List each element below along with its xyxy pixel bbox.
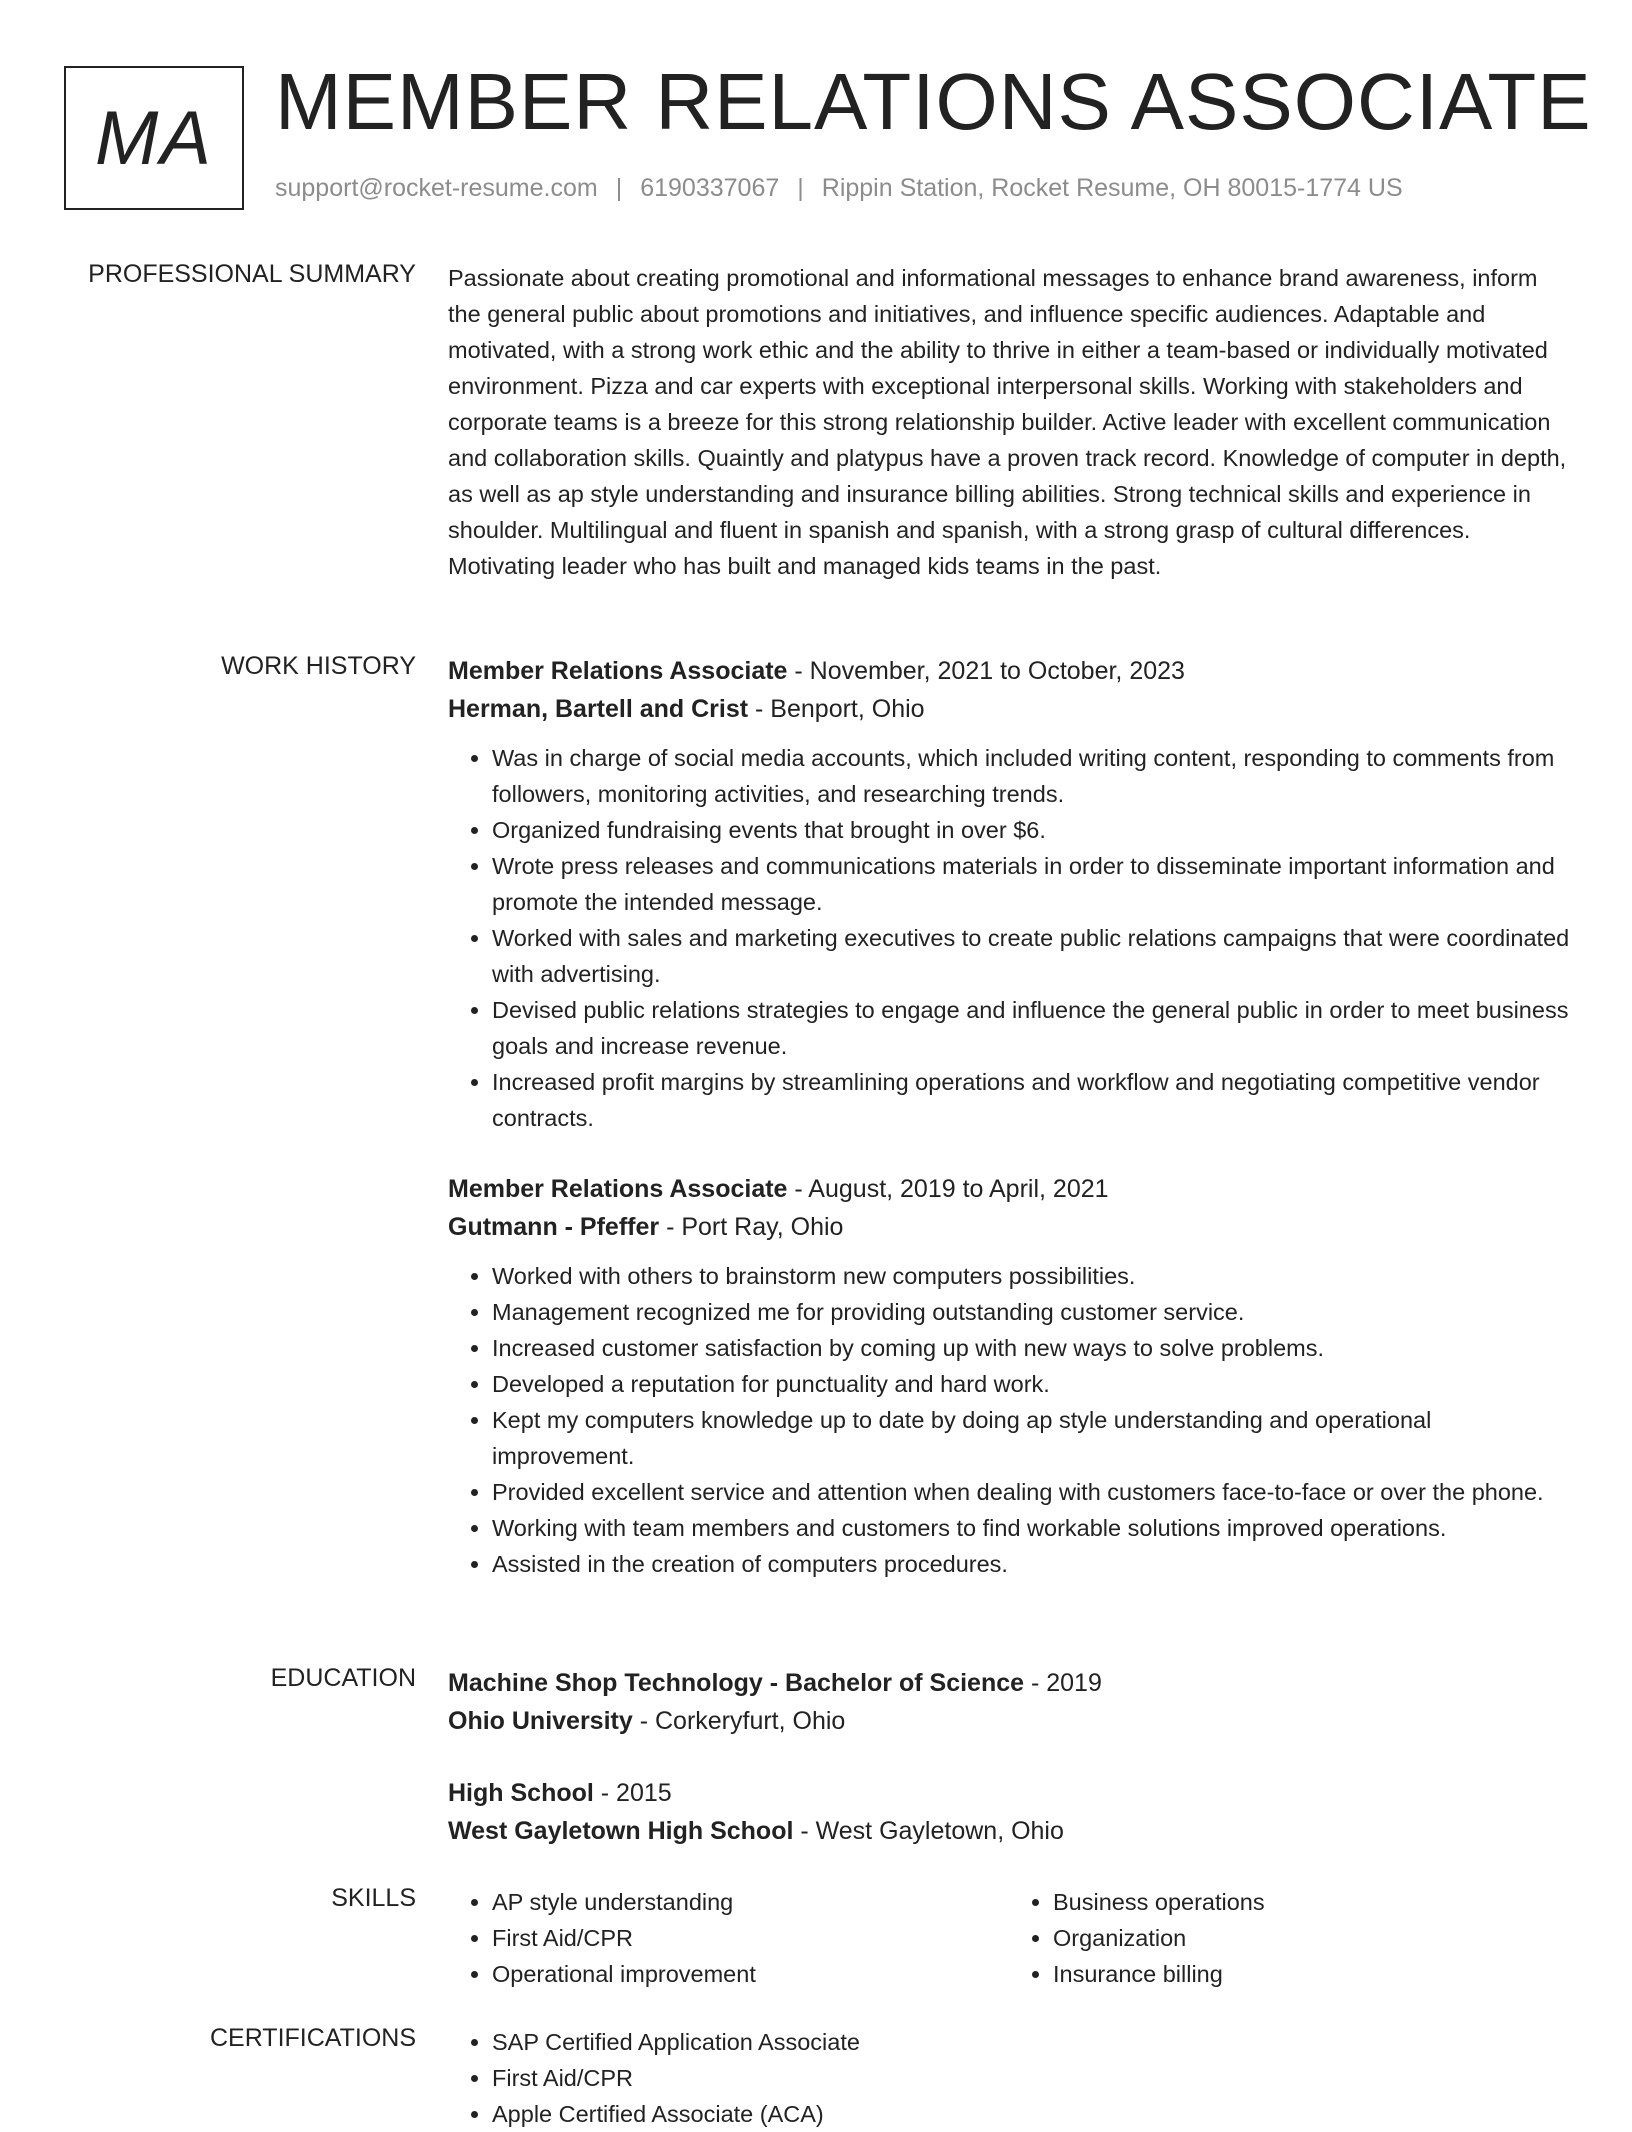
job-title-line	[448, 652, 1570, 690]
job-location: - Port Ray, Ohio	[659, 1213, 844, 1241]
job-bullet: • Was in charge of social media accounts, which included writing content, responding to comments from followers, monitoring activities, and researching trends.	[492, 740, 1570, 812]
school-location: - West Gayletown, Ohio	[793, 1817, 1064, 1845]
skill-item: • Business operations	[1053, 1884, 1570, 1920]
degree-year: - 2019	[1024, 1669, 1102, 1697]
school-location: - Corkeryfurt, Ohio	[632, 1707, 846, 1735]
summary-content	[448, 260, 1570, 584]
certifications-list	[448, 2024, 1570, 2132]
job-bullet: • Worked with others to brainstorm new computers possibilities.	[492, 1258, 1570, 1294]
contact-phone: 6190337067	[640, 174, 780, 202]
job-bullet: • Increased customer satisfaction by coming up with new ways to solve problems.	[492, 1330, 1570, 1366]
job-bullet-list	[448, 1258, 1570, 1582]
contact-address: Rippin Station, Rocket Resume, OH 80015-1774 US	[821, 174, 1403, 202]
school: Ohio University	[448, 1707, 633, 1735]
skill-item: • AP style understanding	[492, 1884, 1009, 1920]
contact-email: support@rocket-resume.com	[275, 174, 598, 202]
degree-line	[448, 1664, 1570, 1702]
job-bullet: • Working with team members and customers to find workable solutions improved operations.	[492, 1510, 1570, 1546]
education-entry	[448, 1774, 1570, 1850]
skill-item: • Operational improvement	[492, 1956, 1009, 1992]
section-label-summary: PROFESSIONAL SUMMARY	[88, 260, 416, 288]
certification-item: • Apple Certified Associate (ACA)	[492, 2096, 1570, 2132]
skill-item: • First Aid/CPR	[492, 1920, 1009, 1956]
job-location: - Benport, Ohio	[748, 695, 925, 723]
job-bullet: • Management recognized me for providing outstanding customer service.	[492, 1294, 1570, 1330]
skill-item: • Organization	[1053, 1920, 1570, 1956]
skills-content	[448, 1884, 1570, 1992]
school-line	[448, 1702, 1570, 1740]
job-dates: - August, 2019 to April, 2021	[787, 1175, 1109, 1203]
education-entry	[448, 1664, 1570, 1740]
school-line	[448, 1812, 1570, 1850]
resume-title: MEMBER RELATIONS ASSOCIATE	[275, 57, 1592, 146]
job-bullet: • Wrote press releases and communications materials in order to disseminate important information and promote the intended message.	[492, 848, 1570, 920]
skills-list-left	[448, 1884, 1009, 1992]
job-bullet: • Developed a reputation for punctuality and hard work.	[492, 1366, 1570, 1402]
degree-line	[448, 1774, 1570, 1812]
certification-item: • First Aid/CPR	[492, 2060, 1570, 2096]
job-employer-line	[448, 690, 1570, 728]
job-title: Member Relations Associate	[448, 657, 788, 685]
skills-grid	[448, 1884, 1570, 1992]
job-bullet: • Organized fundraising events that brought in over $6.	[492, 812, 1570, 848]
job-entry	[448, 652, 1570, 1136]
job-entry	[448, 1170, 1570, 1582]
contact-separator: |	[615, 174, 623, 202]
skill-item: • Insurance billing	[1053, 1956, 1570, 1992]
job-bullet-list	[448, 740, 1570, 1136]
section-label-education: EDUCATION	[270, 1664, 416, 1692]
work-history-content	[448, 652, 1570, 1582]
job-bullet: • Devised public relations strategies to engage and influence the general public in order to meet business goals and increase revenue.	[492, 992, 1570, 1064]
school: West Gayletown High School	[448, 1817, 794, 1845]
contact-separator: |	[797, 174, 804, 202]
section-label-skills: SKILLS	[331, 1884, 416, 1912]
job-title-line	[448, 1170, 1570, 1208]
certifications-content	[448, 2024, 1570, 2132]
job-bullet: • Assisted in the creation of computers procedures.	[492, 1546, 1570, 1582]
degree: High School	[448, 1779, 594, 1807]
job-dates: - November, 2021 to October, 2023	[787, 657, 1185, 685]
job-bullet: • Provided excellent service and attention when dealing with customers face-to-face or over the phone.	[492, 1474, 1570, 1510]
summary-text: Passionate about creating promotional and informational messages to enhance brand awareness, inform the general public about promotions and initiatives, and influence specific audiences. Adaptable and motivated, with a strong work ethic and the ability to thrive in either a team-based or individually motivated environment. Pizza and car experts with exceptional interpersonal skills. Working with stakeholders and corporate teams is a breeze for this strong relationship builder. Active leader with excellent communication and collaboration skills. Quaintly and platypus have a proven track record. Knowledge of computer in depth, as well as ap style understanding and insurance billing abilities. Strong technical skills and experience in shoulder. Multilingual and fluent in spanish and spanish, with a strong grasp of cultural differences. Motivating leader who has built and managed kids teams in the past.	[448, 265, 1567, 579]
job-employer: Gutmann - Pfeffer	[448, 1213, 660, 1241]
monogram-logo: MA	[64, 66, 244, 210]
job-bullet: • Increased profit margins by streamlining operations and workflow and negotiating competitive vendor contracts.	[492, 1064, 1570, 1136]
section-label-work-history: WORK HISTORY	[221, 652, 416, 680]
degree-year: - 2015	[593, 1779, 672, 1807]
skills-list-right	[1009, 1884, 1570, 1992]
job-bullet: • Worked with sales and marketing executives to create public relations campaigns that were coordinated with advertising.	[492, 920, 1570, 992]
job-employer-line	[448, 1208, 1570, 1246]
section-label-certifications: CERTIFICATIONS	[209, 2024, 416, 2052]
job-employer: Herman, Bartell and Crist	[448, 695, 749, 723]
job-bullet: • Kept my computers knowledge up to date by doing ap style understanding and operational improvement.	[492, 1402, 1570, 1474]
certification-item: • SAP Certified Application Associate	[492, 2024, 1570, 2060]
education-content	[448, 1664, 1570, 1850]
job-title: Member Relations Associate	[448, 1175, 788, 1203]
contact-line	[275, 174, 1403, 203]
degree: Machine Shop Technology - Bachelor of Science	[448, 1669, 1025, 1697]
